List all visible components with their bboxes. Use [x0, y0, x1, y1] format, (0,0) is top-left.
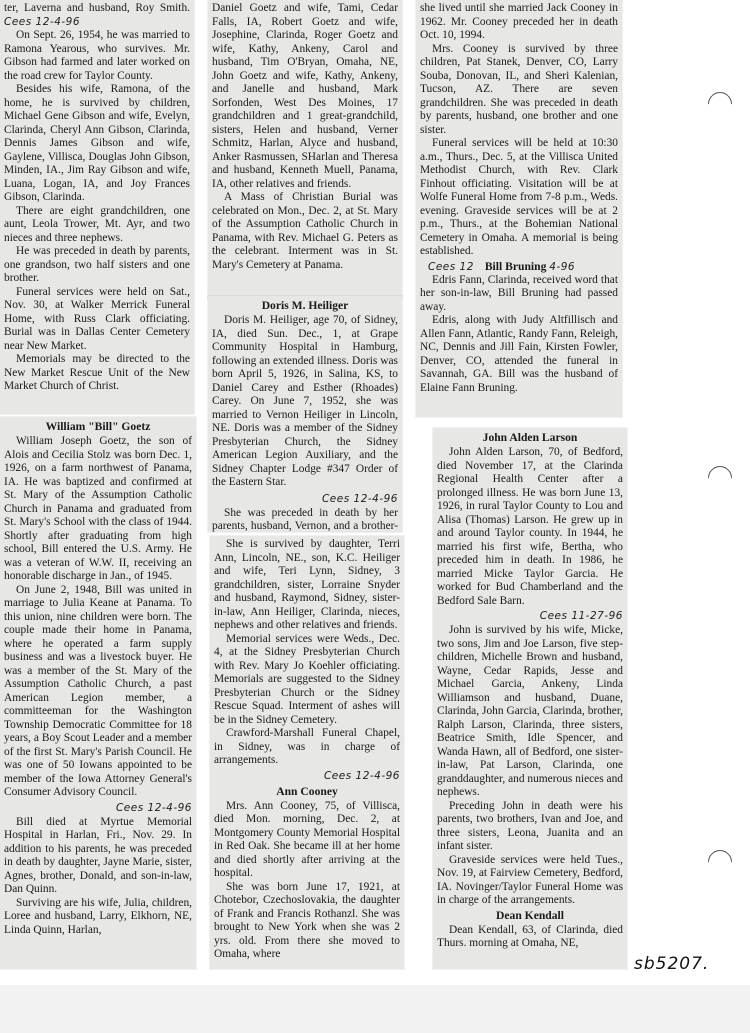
clipping-gibson-continuation	[0, 0, 194, 414]
binder-hole-icon	[703, 461, 737, 495]
obit-paragraph: Memorial services were Weds., Dec. 4, at the Sidney Presbyterian Church with Rev. Mary Jo Koehler officiating. Memorials are suggested to the Sidney Presbyterian Church or the Sidney Rescue Squad. Interment of ashes will be in the Sidney Cemetery.	[214, 632, 400, 726]
obit-paragraph: Daniel Goetz and wife, Tami, Cedar Falls, IA, Robert Goetz and wife, Josephine, Clarinda, Roger Goetz and wife, Kathy, Ankeny, Carol and husband, Tim O'Bryan, Omaha, NE, John Goetz and wife, Kathy, Ankeny, and Janelle and husband, Mark Sorfonden, West Des Moines, 17 grandchildren and 1 great-grandchild, sisters, Helen and husband, Verner Schmitz, Harlan, Alyce and husband, Anker Rasmussen, SHarlan and Theresa and husband, Kenneth Muell, Panama, IA, other relatives and friends.	[212, 2, 398, 190]
clipping-heiliger	[208, 296, 402, 532]
obit-paragraph: Dean Kendall, 63, of Clarinda, died Thurs. morning at Omaha, NE,	[437, 923, 623, 949]
obit-paragraph: Graveside services were held Tues., Nov. 19, at Fairview Cemetery, Bedford, IA. Novinger/Taylor Funeral Home was in charge of the arrangements.	[437, 853, 623, 906]
obituary-heading: John Alden Larson	[482, 431, 578, 444]
obit-paragraph: Besides his wife, Ramona, of the home, he is survived by children, Michael Gene Gibson and wife, Evelyn, Clarinda, Cheryl Ann Gibson, Clarinda, Dennis James Gibson and wife, Gaylene, Villisca, Douglas John Gibson, Minden, IA., Jim Ray Gibson and wife, Luana, Logan, IA, and Joy Frances Gibson, Clarinda.	[4, 83, 190, 203]
clipping-goetz-continuation	[208, 0, 402, 298]
obituary-heading: Bill Bruning	[484, 259, 547, 273]
clipping-cooney-bruning	[416, 0, 622, 417]
binder-hole-icon	[703, 87, 737, 121]
obit-paragraph: Mrs. Ann Cooney, 75, of Villisca, died Mon. morning, Dec. 2, at Montgomery County Memorial Hospital in Red Oak. She became ill at her home and died shortly after arriving at the hospital.	[214, 799, 400, 879]
handwritten-date-annotation: Cees 12-4-96	[4, 15, 81, 28]
obit-paragraph: There are eight grandchildren, one aunt, Leola Trower, Mt. Ayr, and two nieces and three nephews.	[4, 204, 190, 244]
obit-paragraph: Funeral services were held on Sat., Nov. 30, at Walker Merrick Funeral Home, with Russ Clark officiating. Burial was in Dallas Center Cemetery near New Market.	[4, 285, 190, 352]
obit-paragraph: Surviving are his wife, Julia, children, Loree and husband, Larry, Elkhorn, NE, Linda Quinn, Harlan,	[4, 896, 192, 936]
handwritten-date-annotation: Cees 12-4-96	[115, 801, 192, 814]
obit-paragraph: Memorials may be directed to the New Market Rescue Unit of the New Market Church of Christ.	[4, 353, 190, 392]
obit-paragraph: Mrs. Cooney is survived by three children, Pat Stanek, Denver, CO, Larry Souba, Donovan, IL, and Sheri Kalenian, Tucson, AZ. There are seven grandchildren. She was preceded in death by parents, husband, one brother and one sister.	[420, 42, 618, 136]
obit-paragraph: Crawford-Marshall Funeral Chapel, in Sidney, was in charge of arrangements.	[214, 727, 400, 766]
obituary-heading: Ann Cooney	[276, 784, 338, 798]
clipping-larson-kendall	[433, 428, 627, 969]
obit-paragraph: A Mass of Christian Burial was celebrated on Mon., Dec. 2, at St. Mary of the Assumption Catholic Church in Panama, with Rev. Michael G. Peters as the celebrant. Interment was in St. Mary's Cemetery at Panama.	[212, 191, 398, 271]
handwritten-date-annotation: 4-96	[549, 260, 576, 273]
handwritten-date-annotation: Cees 12-4-96	[321, 492, 398, 505]
obit-paragraph: Funeral services will be held at 10:30 a.m., Thurs., Dec. 5, at the Villisca United Methodist Church, with Rev. Clark Finhout officiating. Visitation will be at Wolfe Funeral Home from 7-8 p.m., Weds. evening. Graveside services will be at 2 p.m., Thurs., at the Bohemian National Cemetery in Omaha. A memorial is being established.	[420, 137, 618, 257]
handwritten-date-annotation: Cees 12-4-96	[323, 769, 400, 782]
obit-paragraph: She is survived by daughter, Terri Ann, Lincoln, NE., son, K.C. Heiliger and wife, Teri Lynn, Sidney, 3 grandchildren, sister, Lorraine Snyder and husband, Raymond, Sidney, sister-in-law, Ann Heiliger, Clarinda, nieces, nephews and other relatives and friends.	[214, 538, 400, 631]
obit-paragraph: On Sept. 26, 1954, he was married to Ramona Yearous, who survives. Mr. Gibson had farmed and later worked on the road crew for Taylor County.	[4, 29, 190, 82]
scan-bottom-margin	[0, 985, 750, 1033]
obit-paragraph: William Joseph Goetz, the son of Alois and Cecilia Stolz was born Dec. 1, 1926, on a farm northwest of Panama, IA. He was baptized and confirmed at St. Mary of the Assumption Catholic Church in Panama and graduated from St. Mary's School with the class of 1944. Shortly after graduating from high school, Bill entered the U.S. Army. He was a veteran of W.W. II, receiving an honorable discharge in Jan., of 1945.	[4, 435, 192, 582]
obit-paragraph: John is survived by his wife, Micke, two sons, Jim and Joe Larson, five step-children, Michelle Brown and husband, Wayne, Cedar Rapids, Jesse and Michael Garcia, Ankeny, Linda Williamson and husband, Duane, Clarinda, John Garcia, Clarinda, brother, Ralph Larson, Clarinda, three sisters, Beatrice Smith, Idle Spencer, and Wanda Hawn, all of Bedford, one sister-in-law, Pat Larson, Clarinda, one granddaughter, and numerous nieces and nephews.	[437, 624, 623, 798]
obit-paragraph: Edris, along with Judy Altfillisch and Allen Fann, Atlantic, Randy Fann, Releigh, NC, Dennis and Jill Fain, Kirsten Fowler, Denver, CO, attended the funeral in Savannah, GA. Bill was the husband of Elaine Fann Bruning.	[420, 314, 618, 394]
obit-paragraph: He was preceded in death by parents, one grandson, two half sisters and one brother.	[4, 245, 190, 284]
obit-paragraph: ter, Laverna and husband, Roy Smith.	[4, 2, 190, 14]
obit-paragraph: Preceding John in death were his parents, two brothers, Ivan and Joe, and three sisters, Leona, Juanita and an infant sister.	[437, 799, 623, 852]
obit-paragraph: Doris M. Heiliger, age 70, of Sidney, IA, died Sun. Dec., 1, at Grape Community Hospital in Hamburg, following an extended illness. Doris was born April 5, 1926, in Salina, KS, to Daniel Carey and Esther (Rhoades) Carey. On June 7, 1952, she was married to Vernon Heiliger in Lincoln, NE. Doris was a member of the Sidney Presbyterian Church, the Sidney American Legion Auxiliary, and the Sidney Chapter Lodge #347 Order of the Eastern Star.	[212, 314, 398, 488]
handwritten-date-annotation: Cees 12	[428, 260, 474, 273]
clipping-heiliger-cooney	[210, 536, 404, 969]
obit-paragraph: She was preceded in death by her parents, husband, Vernon, and a brother-	[212, 506, 398, 532]
clipping-goetz	[0, 417, 196, 969]
handwritten-date-annotation: Cees 11-27-96	[539, 610, 623, 622]
obit-paragraph: she lived until she married Jack Cooney in 1962. Mr. Cooney preceded her in death Oct. 10, 1994.	[420, 2, 618, 41]
obit-paragraph: Edris Fann, Clarinda, received word that her son-in-law, Bill Bruning had passed away.	[420, 273, 618, 313]
obituary-heading: William "Bill" Goetz	[45, 420, 151, 433]
obit-paragraph: On June 2, 1948, Bill was united in marriage to Julia Keane at Panama. To this union, nine children were born. The couple made their home in Panama, where he operated a farm supply business and was a livestock buyer. He was a member of the St. Mary of the Assumption Catholic Church, a past American Legion member, a committeeman for the Washington Township Democratic Committee for 18 years, a Boy Scout Leader and a member of the first St. Mary's Parish Council. He was one of 50 Iowans appointed to be member of the Iowa Attorney General's Consumer Advisory Council.	[4, 583, 192, 798]
obituary-heading: Dean Kendall	[496, 908, 564, 922]
obit-paragraph: John Alden Larson, 70, of Bedford, died November 17, at the Clarinda Regional Health Center after a prolonged illness. He was born June 13, 1926, in rural Taylor County to Lou and Alisa (Thomas) Larson. He grew up in and around Taylor county. In 1944, he married his first wife, Bertha, who preceded him in death. In 1986, he married Micke Taylor Garcia. He worked for Bud Chamberland and the Bedford Sale Barn.	[437, 446, 623, 607]
handwritten-catalog-number: sb5207.	[634, 954, 710, 974]
obituary-heading: Doris M. Heiliger	[261, 299, 349, 312]
obit-paragraph: Bill died at Myrtue Memorial Hospital in Harlan, Fri., Nov. 29. In addition to his parents, he was preceded in death by daughter, Jayne Marie, sister, Agnes, brother, Donald, and son-in-law, Dan Quinn.	[4, 815, 192, 895]
obit-paragraph: She was born June 17, 1921, at Chotebor, Czechoslovakia, the daughter of Frank and Francis Rothanzl. She was brought to New York when she was 2 yrs. old. From there she moved to Omaha, where	[214, 880, 400, 960]
binder-hole-icon	[703, 845, 737, 879]
